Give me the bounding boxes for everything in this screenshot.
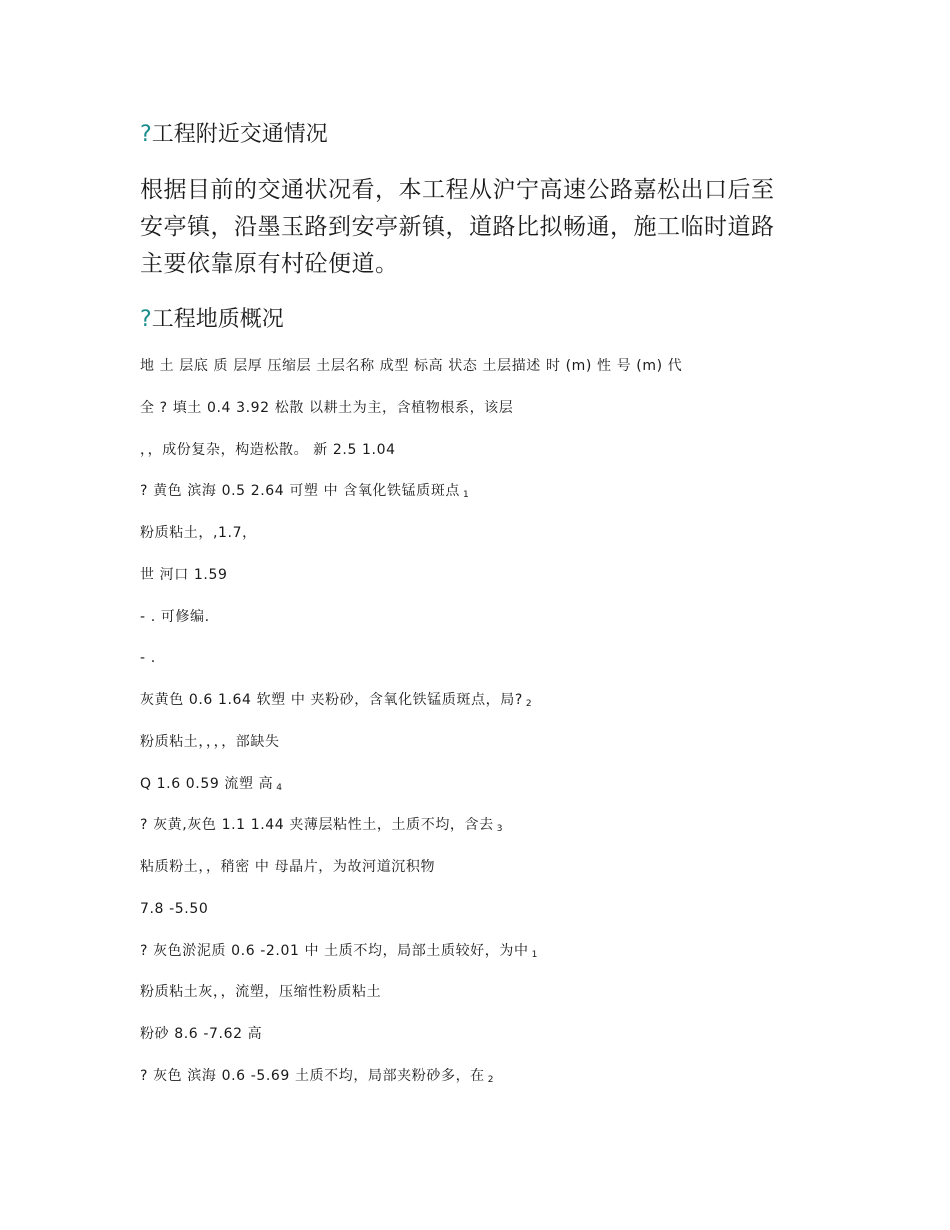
geology-row	[140, 691, 532, 713]
geology-row	[140, 858, 435, 876]
row-footnote-index: 1	[463, 490, 470, 501]
row-text: 世 河口 1.59	[140, 566, 228, 583]
geology-row	[140, 816, 503, 838]
section-heading-geology	[140, 305, 284, 335]
row-footnote-index: 4	[276, 782, 283, 793]
row-text: 地 土 层底 质 层厚 压缩层 土层名称 成型 标高 状态 土层描述 时 (m) 性 号 (m) 代	[140, 358, 683, 374]
geology-row	[140, 482, 469, 504]
geology-row	[140, 983, 381, 1001]
geology-row	[140, 1067, 494, 1089]
row-footnote-index: 3	[496, 824, 504, 835]
section-title: 工程地质概况	[151, 307, 284, 332]
row-text: 粉质粘土灰，，流塑，压缩性粉质粘土	[140, 984, 382, 1001]
row-text: 粉质粘土，，，，部缺失	[140, 733, 280, 750]
row-footnote-index: 2	[487, 1074, 495, 1085]
traffic-paragraph	[140, 172, 820, 283]
geology-row	[140, 608, 210, 626]
geology-row	[140, 1025, 262, 1043]
row-text: 粉砂 8.6 -7.62 高	[140, 1026, 263, 1042]
geology-row	[140, 357, 682, 375]
row-text: 粉质粘土，,1.7，	[140, 525, 257, 541]
geology-row	[140, 649, 156, 667]
row-text: ? 黄色 滨海 0.5 2.64 可塑 中 含氧化铁锰质斑点	[140, 483, 461, 500]
paragraph-line: 安亭镇，沿墨玉路到安亭新镇，道路比拟畅通，施工临时道路	[140, 214, 775, 240]
row-text: ，，成份复杂，构造松散。 新 2.5 1.04	[140, 441, 396, 458]
geology-row	[140, 942, 538, 964]
geology-row	[140, 399, 513, 417]
geology-row	[140, 900, 208, 918]
row-text: - . 可修编.	[140, 608, 210, 625]
row-text: - .	[140, 650, 156, 667]
paragraph-line: 主要依靠原有村砼便道。	[140, 251, 399, 277]
geology-row	[140, 733, 280, 751]
row-text: Q 1.6 0.59 流塑 高	[140, 775, 274, 792]
geology-row	[140, 566, 227, 584]
row-footnote-index: 1	[531, 949, 538, 960]
row-text: ? 灰黄,灰色 1.1 1.44 夹薄层粘性土，土质不均，含去	[140, 817, 494, 834]
question-mark-icon: ?	[140, 122, 152, 147]
row-text: 粘质粉土，，稍密 中 母晶片，为故河道沉积物	[140, 859, 436, 875]
section-heading-traffic	[140, 120, 328, 150]
geology-row	[140, 441, 396, 459]
geology-row	[140, 775, 283, 797]
paragraph-line: 根据目前的交通状况看，本工程从沪宁高速公路嘉松出口后至	[140, 177, 775, 203]
row-text: 灰黄色 0.6 1.64 软塑 中 夹粉砂，含氧化铁锰质斑点，局?	[140, 692, 523, 708]
row-text: 7.8 -5.50	[140, 900, 209, 917]
question-mark-icon: ?	[140, 307, 152, 332]
row-text: 全 ? 填土 0.4 3.92 松散 以耕土为主，含植物根系，该层	[140, 399, 514, 416]
row-footnote-index: 2	[525, 699, 533, 709]
row-text: ? 灰色 滨海 0.6 -5.69 土质不均，局部夹粉砂多，在	[140, 1067, 485, 1084]
row-text: ? 灰色淤泥质 0.6 -2.01 中 土质不均，局部土质较好，为中	[140, 942, 529, 959]
section-title: 工程附近交通情况	[151, 122, 328, 147]
geology-row	[140, 524, 257, 542]
